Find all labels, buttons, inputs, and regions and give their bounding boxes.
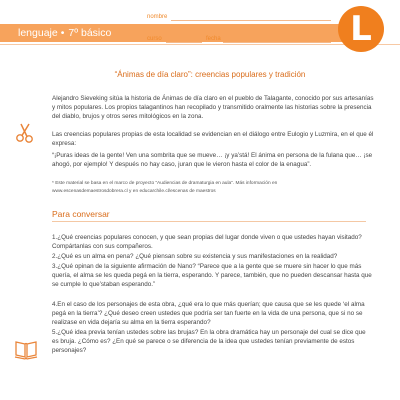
question-1: 1.¿Qué creencias populares conocen, y que sean propias del lugar donde viven o que ustedes hayan visitado? Compártanlas con sus compañeros. xyxy=(52,234,362,251)
section-heading: Para conversar xyxy=(52,209,110,219)
grade-label: 7º básico xyxy=(68,27,112,39)
subject-logo-letter: L xyxy=(350,9,372,49)
document-title: “Ánimas de día claro”: creencias populares y tradición xyxy=(114,70,306,79)
section-divider xyxy=(52,221,366,222)
separator-dot: • xyxy=(60,27,65,39)
question-2: 2.¿Qué es un alma en pena? ¿Qué piensan sobre su existencia y sus manifestaciones en la realidad? xyxy=(52,253,338,260)
date-label: fecha xyxy=(206,36,221,42)
header-subject-grade xyxy=(18,25,111,41)
quote-paragraph: “¡Puras ideas de la gente! Ven una sombrita que se mueve… ¡y ya’stá! El ánima en persona de la fulana que… ¡se ahogó, por ejemplo! Y después no hay caso, juran que le vieron hasta el color de la enagua”. xyxy=(52,152,373,169)
scissors-icon xyxy=(14,122,36,149)
date-field[interactable] xyxy=(223,42,331,43)
question-4: 4.En el caso de los personajes de esta obra, ¿qué era lo que más querían; que causa que se les quede ‘el alma pegá en la tierra’? ¿Qué deseo creen ustedes que podría ser tan fuerte en la vida de una persona, que si no se realizase en vida dejaría su alma en la tierra esperando? xyxy=(52,301,365,327)
course-field[interactable] xyxy=(166,42,202,43)
footnote-line-2: www.escenasdemaestrosdobrera.cl y en educarchile.cl/escenas de maestros xyxy=(52,189,216,194)
name-field[interactable] xyxy=(171,20,331,21)
question-5: 5.¿Qué idea previa tenían ustedes sobre las brujas? En la obra dramática hay un personaje del cual se dice que es bruja. ¿Cómo es? ¿En qué se parece o se diferencia de la idea que ustedes tenían previamente de estos personajes? xyxy=(52,329,366,355)
course-label: curso xyxy=(147,36,162,42)
name-label: nombre xyxy=(147,14,168,20)
intro-paragraph: Alejandro Sieveking sitúa la historia de Ánimas de día claro en el pueblo de Talagante, conocido por sus artesanías y mitos populares. Los propios talagantinos han recopilado y transmitido oralmente las historias sobre la presencia del diablo, brujos y otros seres mitológicos en la zona. xyxy=(52,95,374,121)
footnote-line-1: * Este material se basa en el marco de proyecto “Audiencias de dramaturgia en aula”. Más información en xyxy=(52,181,278,186)
footnote xyxy=(52,180,374,196)
open-book-icon xyxy=(14,338,38,365)
question-3: 3.¿Qué opinan de la siguiente afirmación de Nano? “Parece que a la gente que se muere sin hacer lo que más quería, el alma se les queda pegá en la tierra, esperando. Y parece, también, que no pueden descansar hasta que se cumple lo que’staban esperando.” xyxy=(52,263,372,289)
intro-paragraph-2: Las creencias populares propias de esta localidad se evidencian en el diálogo entre Eulogio y Luzmira, en el que él expresa: xyxy=(52,131,374,148)
subject-label: lenguaje xyxy=(18,27,58,39)
